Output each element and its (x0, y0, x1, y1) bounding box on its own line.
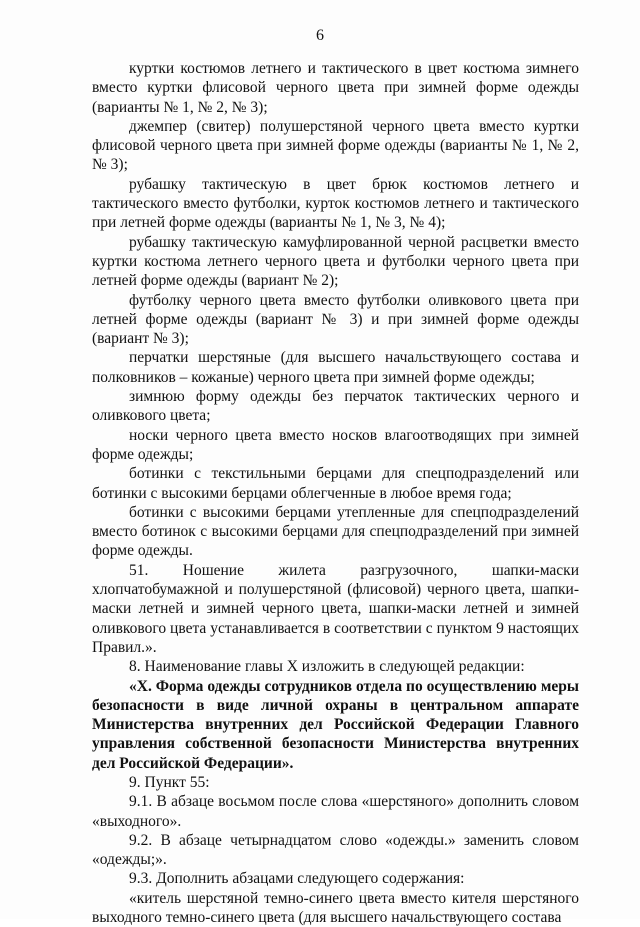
paragraph: 9.3. Дополнить абзацами следующего содержания: (129, 870, 465, 888)
paragraph: джемпер (свитер) полушерстяной черного цвета вместо куртки флисовой черного цвета при зимней форме одежды (варианты № 1, № 2, № 3); (92, 117, 579, 174)
paragraph: ботинки с текстильными берцами для спецподразделений или ботинки с высокими берцами облегченные в любое время года; (92, 465, 579, 502)
paragraph: зимнюю форму одежды без перчаток тактических черного и оливкового цвета; (92, 388, 579, 425)
paragraph: 9. Пункт 55: (129, 773, 210, 791)
paragraph: футболку черного цвета вместо футболки оливкового цвета при летней форме одежды (вариант № 3) и при зимней форме одежды (вариант № 3); (92, 291, 579, 348)
paragraph: 9.2. В абзаце четырнадцатом слово «одежды.» заменить словом «одежды;». (92, 831, 579, 869)
paragraph: рубашку тактическую камуфлированной черной расцветки вместо куртки костюма летнего черного цвета и футболки черного цвета при летней форме одежды (вариант № 2); (92, 233, 579, 290)
page-number: 6 (316, 27, 324, 44)
paragraph: 8. Наименование главы X изложить в следующей редакции: (129, 658, 525, 676)
paragraph: «китель шерстяной темно-синего цвета вместо кителя шерстяного выходного темно-синего цвета (для высшего начальствующего состава (92, 889, 579, 927)
paragraph: ботинки с высокими берцами утепленные для спецподразделений вместо ботинок с высокими берцами для спецподразделений при зимней форме одежды. (92, 503, 579, 560)
paragraph: 9.1. В абзаце восьмом после слова «шерстяного» дополнить словом «выходного». (92, 793, 579, 830)
chapter-title: «X. Форма одежды сотрудников отдела по осуществлению меры безопасности в виде личной охраны в центральном аппарате Министерства внутренних дел Российской Федерации Главного управления собственной безопасности Министерства внутренних дел Российской Федерации». (92, 677, 579, 772)
paragraph: носки черного цвета вместо носков влагоотводящих при зимней форме одежды; (92, 426, 579, 463)
paragraph: 51. Ношение жилета разгрузочного, шапки-маски хлопчатобумажной и полушерстяной (флисовой) черного цвета, шапки-маски летней и зимней черного цвета, шапки-маски летней и зимней оливкового цвета устанавливается в соответствии с пунктом 9 настоящих Правил.». (92, 561, 579, 656)
paragraph: куртки костюмов летнего и тактического в цвет костюма зимнего вместо куртки флисовой черного цвета при зимней форме одежды (варианты № 1, № 2, № 3); (92, 60, 579, 116)
document-body (92, 59, 579, 927)
paragraph: перчатки шерстяные (для высшего начальствующего состава и полковников – кожаные) черного цвета при зимней форме одежды; (92, 349, 579, 386)
paragraph: рубашку тактическую в цвет брюк костюмов летнего и тактического вместо футболки, курток костюмов летнего и тактического при летней форме одежды (варианты № 1, № 3, № 4); (92, 175, 579, 232)
